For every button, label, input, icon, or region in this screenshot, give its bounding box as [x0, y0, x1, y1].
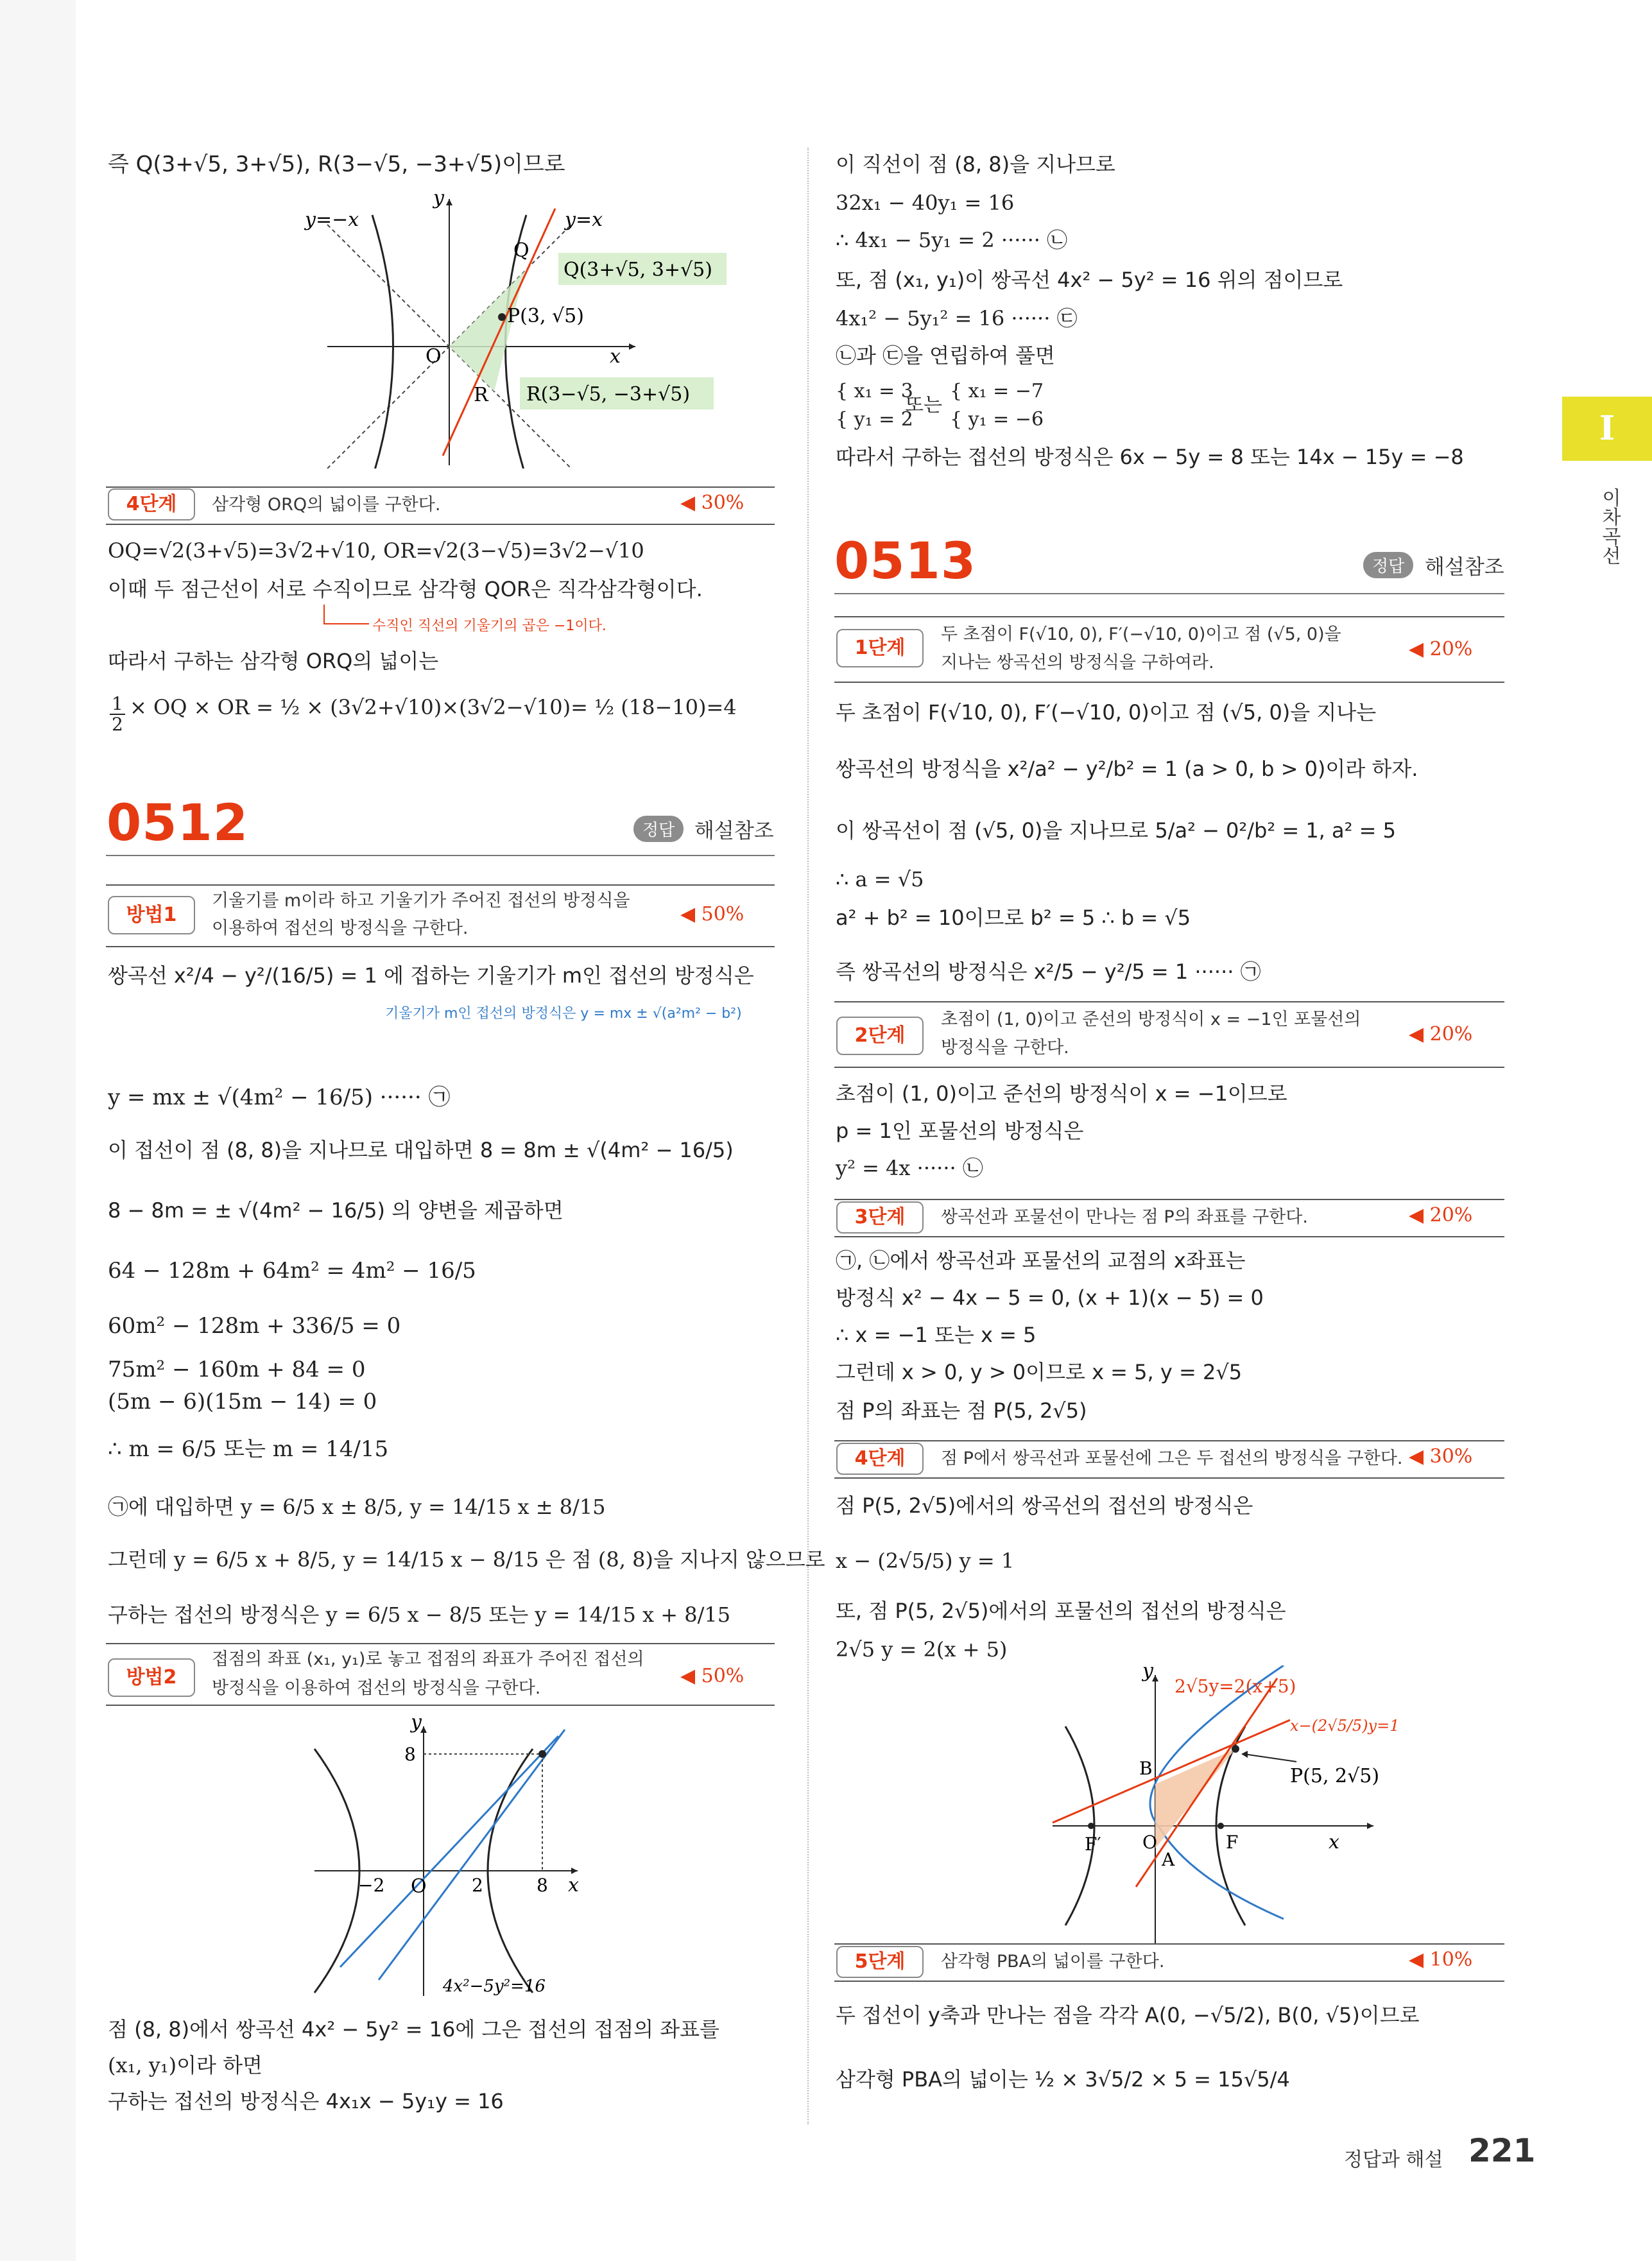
r-step4-tag: 4단계: [836, 1443, 924, 1475]
r-step3-pct: ◀ 20%: [1409, 1204, 1473, 1226]
method1-tag: 방법1: [108, 896, 195, 934]
left-margin-shade: [0, 0, 76, 2261]
problem-0512-rule: [106, 855, 775, 856]
area-calc: × OQ × OR = ½ × (3√2+√10)×(3√2−√10)= ½ (18−10)=4: [130, 695, 737, 719]
r-line-f2: 방정식 x² − 4x − 5 = 0, (x + 1)(x − 5) = 0: [836, 1285, 1264, 1310]
r-step1-desc1: 두 초점이 F(√10, 0), F′(−√10, 0)이고 점 (√5, 0)을: [941, 624, 1341, 644]
problem-0513-rule: [834, 593, 1504, 594]
fig3-label-B: B: [1139, 1758, 1153, 1779]
r-line-c1: 이 직선이 점 (8, 8)을 지나므로: [836, 152, 1115, 176]
r-step5-tag: 5단계: [836, 1946, 924, 1978]
eq-a10: ㉠에 대입하면 y = 6/5 x ± 8/5, y = 14/15 x ± 8/15: [108, 1495, 606, 1519]
fig3-label-P: P(5, 2√5): [1290, 1765, 1380, 1787]
column-separator: [807, 148, 809, 2124]
area-intro: 따라서 구하는 삼각형 ORQ의 넓이는: [108, 649, 439, 673]
problem-0512-number: 0512: [107, 795, 249, 852]
step4-tag: 4단계: [108, 488, 195, 520]
problem-0512-answer: 해설참조: [694, 818, 774, 843]
r-line-g1: 점 P(5, 2√5)에서의 쌍곡선의 접선의 방정식은: [836, 1493, 1253, 1518]
r-step1-pct: ◀ 20%: [1409, 638, 1473, 660]
method1-desc2: 이용하여 접선의 방정식을 구한다.: [212, 918, 469, 938]
method2-line3: 구하는 접선의 방정식은 4x₁x − 5y₁y = 16: [108, 2089, 504, 2113]
note1: 수직인 직선의 기울기의 곱은 −1이다.: [372, 618, 607, 634]
r-step2-pct: ◀ 20%: [1409, 1023, 1473, 1045]
fig2-label-y: y: [411, 1711, 422, 1733]
substitute-88: 이 접선이 점 (8, 8)을 지나므로 대입하면 8 = 8m ± √(4m² − 16/5): [108, 1138, 734, 1162]
system1-row1: { x₁ = 3: [836, 380, 913, 402]
method2-desc1: 접점의 좌표 (x₁, y₁)로 놓고 접점의 좌표가 주어진 접선의: [212, 1649, 644, 1669]
problem-0513-number: 0513: [834, 533, 977, 590]
eq-a9: ∴ m = 6/5 또는 m = 14/15: [108, 1436, 389, 1462]
r-step3-tag: 3단계: [836, 1201, 924, 1234]
fig2-label-neg2: −2: [358, 1875, 385, 1896]
eq-a6: 60m² − 128m + 336/5 = 0: [108, 1313, 401, 1339]
fig1-label-y-eq-x: y=x: [565, 209, 603, 231]
r-step5-pct: ◀ 10%: [1409, 1948, 1473, 1971]
problem-0513-badge: 정답: [1363, 552, 1413, 578]
fig2-label-8y: 8: [404, 1744, 416, 1765]
r-line-g3: 또, 점 P(5, 2√5)에서의 포물선의 접선의 방정식은: [836, 1599, 1286, 1623]
eq-a7: 75m² − 160m + 84 = 0: [108, 1357, 366, 1382]
r-line-f3: ∴ x = −1 또는 x = 5: [836, 1323, 1037, 1347]
eq-a12: 구하는 접선의 방정식은 y = 6/5 x − 8/5 또는 y = 14/15 x + 8/15: [108, 1603, 731, 1627]
fig1-label-Q: Q: [513, 239, 529, 262]
r-line-f1: ㉠, ㉡에서 쌍곡선과 포물선의 교점의 x좌표는: [836, 1248, 1246, 1273]
system2-row1: { x₁ = −7: [950, 380, 1044, 402]
r-line-c5: 4x₁² − 5y₁² = 16 ······ ㉢: [836, 306, 1078, 331]
fig3-label-y: y: [1142, 1665, 1153, 1682]
note1-arrow: [321, 605, 372, 630]
method1-line1: 쌍곡선 x²/4 − y²/(16/5) = 1 에 접하는 기울기가 m인 접선의 방정식은: [108, 963, 754, 988]
fig3-label-x: x: [1329, 1831, 1339, 1853]
eq-a8: (5m − 6)(15m − 14) = 0: [108, 1389, 377, 1414]
r-line-e1: 초점이 (1, 0)이고 준선의 방정식이 x = −1이므로: [836, 1081, 1287, 1106]
fig2-label-O: O: [411, 1875, 427, 1898]
r-line-d6: 즉 쌍곡선의 방정식은 x²/5 − y²/5 = 1 ······ ㉠: [836, 959, 1261, 984]
r-line-d5: a² + b² = 10이므로 b² = 5 ∴ b = √5: [836, 906, 1191, 930]
r-line-d3: 이 쌍곡선이 점 (√5, 0)을 지나므로 5/a² − 0²/b² = 1, a² = 5: [836, 818, 1396, 843]
step4-pct: ◀ 30%: [680, 492, 744, 514]
fig3-label-line1: 2√5y=2(x+5): [1174, 1676, 1296, 1697]
page-number: 221: [1468, 2132, 1536, 2169]
r-line-c6: ㉡과 ㉢을 연립하여 풀면: [836, 343, 1055, 368]
step4-desc: 삼각형 ORQ의 넓이를 구한다.: [212, 495, 441, 515]
footer-label: 정답과 해설: [1344, 2149, 1443, 2171]
method2-line1: 점 (8, 8)에서 쌍곡선 4x² − 5y² = 16에 그은 접선의 접점의 좌표를: [108, 2017, 719, 2042]
fig2-label-x: x: [568, 1874, 579, 1896]
r-line-c8: 따라서 구하는 접선의 방정식은 6x − 5y = 8 또는 14x − 15y = −8: [836, 445, 1464, 469]
figure-hyperbola-parabola: [1040, 1665, 1450, 1948]
fig2-label-8x: 8: [537, 1875, 548, 1896]
fig1-box-R: R(3−√5, −3+√5): [526, 383, 691, 406]
r-step4-pct: ◀ 30%: [1409, 1445, 1473, 1468]
r-step5-desc1: 삼각형 PBA의 넓이를 구한다.: [941, 1952, 1165, 1972]
r-step2-tag: 2단계: [836, 1017, 924, 1055]
problem-0513-answer: 해설참조: [1425, 555, 1504, 579]
system1-row2: { y₁ = 2: [836, 408, 913, 431]
fig2-label-2: 2: [472, 1875, 483, 1896]
r-line-d4: ∴ a = √5: [836, 867, 924, 891]
fig1-label-R: R: [474, 384, 488, 406]
r-step3-desc1: 쌍곡선과 포물선이 만나는 점 P의 좌표를 구한다.: [941, 1207, 1308, 1227]
fig3-label-A: A: [1162, 1849, 1175, 1870]
method2-tag: 방법2: [108, 1658, 195, 1697]
fig1-label-x: x: [610, 345, 621, 368]
r-line-c3: ∴ 4x₁ − 5y₁ = 2 ······ ㉡: [836, 228, 1068, 252]
note2: 기울기가 m인 접선의 방정식은 y = mx ± √(a²m² − b²): [385, 1006, 742, 1022]
chapter-tab: I: [1562, 397, 1652, 461]
r-line-h1: 두 접선이 y축과 만나는 점을 각각 A(0, −√5/2), B(0, √5)이므로: [836, 2003, 1420, 2027]
square-both: 8 − 8m = ± √(4m² − 16/5) 의 양변을 제곱하면: [108, 1198, 564, 1223]
intro-line: 즉 Q(3+√5, 3+√5), R(3−√5, −3+√5)이므로: [108, 151, 565, 177]
method1-pct: ◀ 50%: [680, 903, 744, 925]
method2-pct: ◀ 50%: [680, 1665, 744, 1687]
eq-tangent-m: y = mx ± √(4m² − 16/5) ······ ㉠: [108, 1085, 451, 1110]
r-line-g2: x − (2√5/5) y = 1: [836, 1549, 1015, 1573]
chapter-title: 이차곡선: [1598, 488, 1621, 565]
problem-0512-badge: 정답: [633, 816, 684, 842]
r-step1-tag: 1단계: [836, 629, 924, 667]
method2-desc2: 방정식을 이용하여 접선의 방정식을 구한다.: [212, 1678, 541, 1698]
r-line-e2: p = 1인 포물선의 방정식은: [836, 1119, 1084, 1143]
fig2-label-eq: 4x²−5y²=16: [443, 1977, 546, 1996]
r-line-d2: 쌍곡선의 방정식을 x²/a² − y²/b² = 1 (a > 0, b > 0)이라 하자.: [836, 757, 1418, 781]
r-line-e3: y² = 4x ······ ㉡: [836, 1156, 983, 1180]
method1-desc1: 기울기를 m이라 하고 기울기가 주어진 접선의 방정식을: [212, 891, 630, 911]
r-step2-desc1: 초점이 (1, 0)이고 준선의 방정식이 x = −1인 포물선의: [941, 1010, 1361, 1029]
fig1-label-O: O: [426, 345, 442, 368]
eq-a11: 그런데 y = 6/5 x + 8/5, y = 14/15 x − 8/15 은 점 (8, 8)을 지나지 않으므로: [108, 1547, 825, 1572]
figure-tangents-from-8-8: [302, 1710, 610, 2006]
area-calc-frac: $\frac{1}{2}$: [108, 694, 127, 734]
system-or: 또는: [905, 394, 942, 417]
method2-line2: (x₁, y₁)이라 하면: [108, 2053, 262, 2077]
fig3-label-line2: x−(2√5/5)y=1: [1290, 1717, 1400, 1735]
perpendicular-line: 이때 두 점근선이 서로 수직이므로 삼각형 QOR은 직각삼각형이다.: [108, 577, 703, 601]
r-step4-desc1: 점 P에서 쌍곡선과 포물선에 그은 두 접선의 방정식을 구한다.: [941, 1449, 1403, 1468]
r-line-h2: 삼각형 PBA의 넓이는 ½ × 3√5/2 × 5 = 15√5/4: [836, 2067, 1290, 2092]
figure-hyperbola-triangle: [302, 186, 738, 469]
fig1-label-y-neg-x: y=−x: [305, 209, 359, 231]
system2-row2: { y₁ = −6: [950, 408, 1044, 431]
r-step2-desc2: 방정식을 구한다.: [941, 1038, 1069, 1058]
oq-or-line: OQ=√2(3+√5)=3√2+√10, OR=√2(3−√5)=3√2−√10: [108, 538, 644, 563]
r-line-f4: 그런데 x > 0, y > 0이므로 x = 5, y = 2√5: [836, 1360, 1243, 1384]
fig1-label-P: P(3, √5): [507, 305, 584, 327]
r-line-c4: 또, 점 (x₁, y₁)이 쌍곡선 4x² − 5y² = 16 위의 점이므로: [836, 268, 1343, 292]
fig1-label-y: y: [433, 187, 444, 209]
r-line-d1: 두 초점이 F(√10, 0), F′(−√10, 0)이고 점 (√5, 0)을 지나는: [836, 700, 1377, 725]
r-line-f5: 점 P의 좌표는 점 P(5, 2√5): [836, 1398, 1087, 1423]
fig3-label-O: O: [1142, 1832, 1157, 1853]
r-line-c2: 32x₁ − 40y₁ = 16: [836, 191, 1015, 215]
r-step5-box: [834, 1943, 1504, 1982]
fig3-label-Fp: F′: [1085, 1834, 1101, 1855]
r-line-g4: 2√5 y = 2(x + 5): [836, 1637, 1008, 1662]
eq-a5: 64 − 128m + 64m² = 4m² − 16/5: [108, 1258, 476, 1284]
fig3-label-F: F: [1226, 1832, 1239, 1853]
fig1-box-Q: Q(3+√5, 3+√5): [564, 259, 712, 281]
r-step1-desc2: 지나는 쌍곡선의 방정식을 구하여라.: [941, 653, 1214, 673]
